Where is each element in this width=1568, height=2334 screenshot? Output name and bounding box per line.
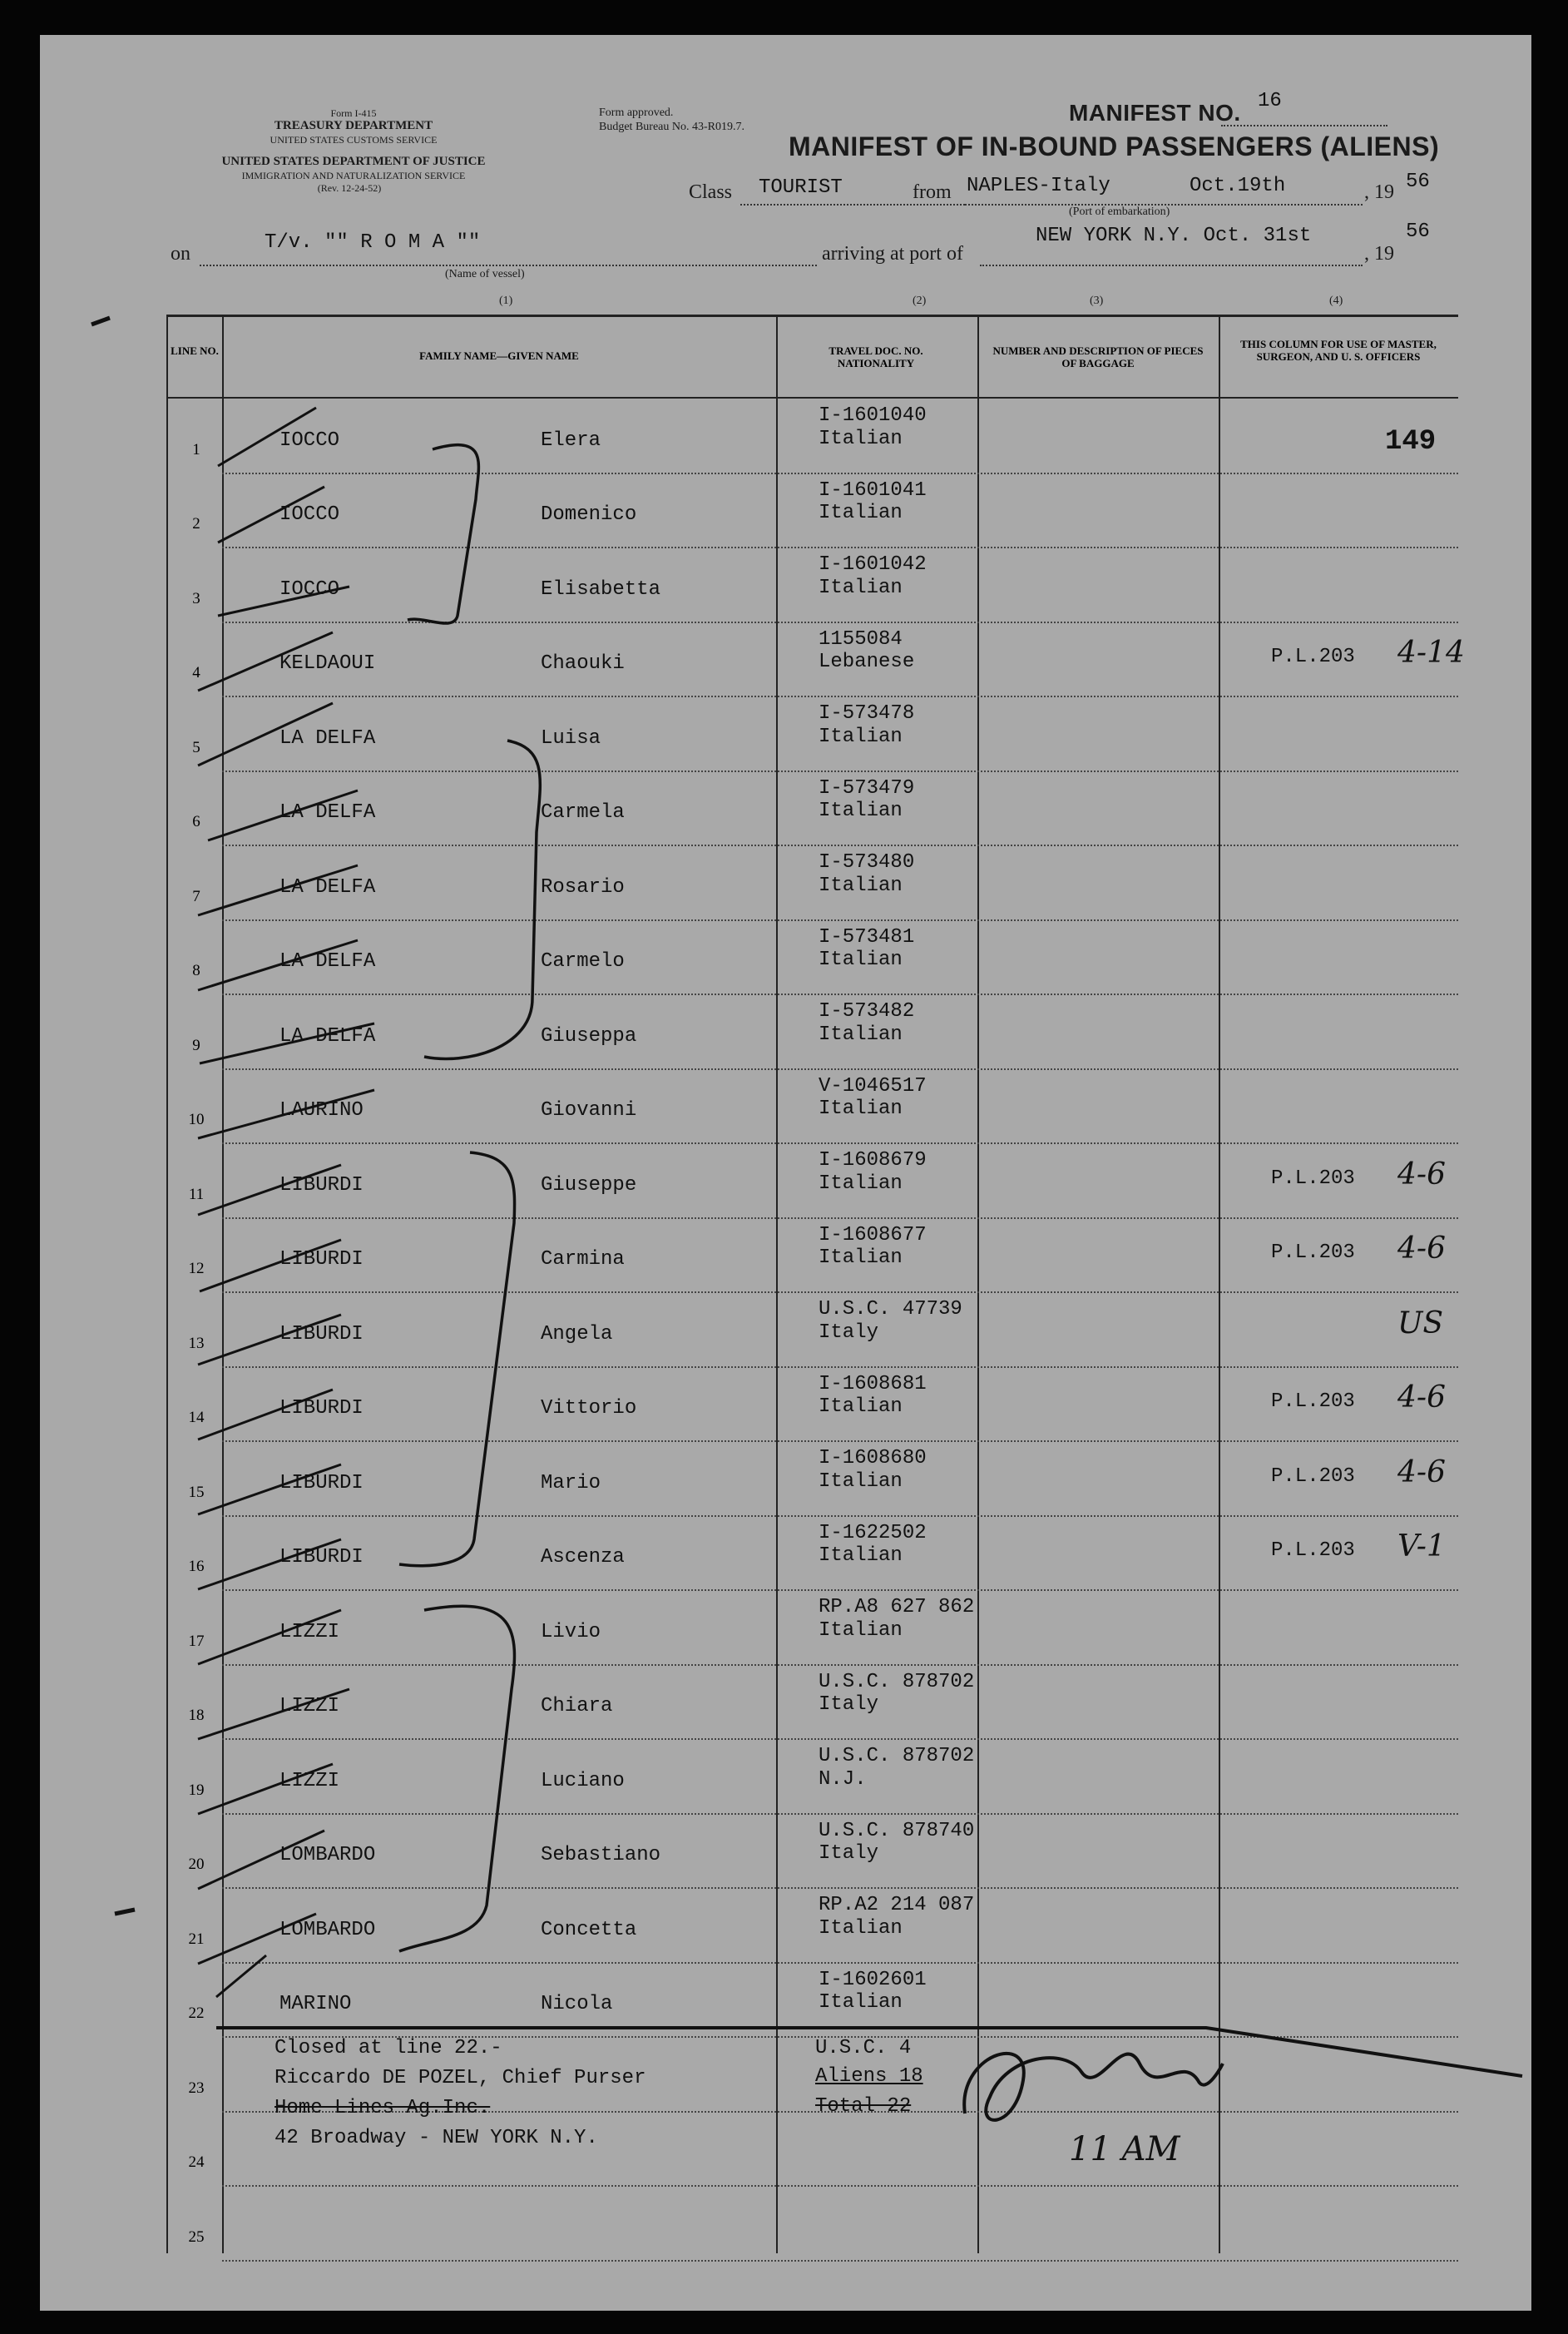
nationality: Italian <box>819 1395 903 1418</box>
margin-dash-top <box>92 318 110 325</box>
travel-doc-no: 1155084 <box>819 627 903 651</box>
travel-doc-no: I-1601042 <box>819 553 927 576</box>
nationality: Italian <box>819 1991 903 2014</box>
form-number: Form I-415 <box>330 107 377 119</box>
line-number: 19 <box>188 1781 205 1799</box>
line-number: 25 <box>188 2227 205 2246</box>
manifest-no-label: MANIFEST NO. <box>1069 100 1241 126</box>
officer-note: P.L.203 <box>1271 1167 1355 1190</box>
family-name: IOCCO <box>279 577 340 601</box>
travel-doc-no: I-573480 <box>819 851 915 874</box>
col-head-line: LINE NO. <box>171 344 219 357</box>
nationality: Italian <box>819 1246 903 1269</box>
given-name: Carmina <box>541 1248 625 1271</box>
travel-doc-no: I-1622502 <box>819 1521 927 1544</box>
family-name: KELDAOUI <box>279 652 376 675</box>
margin-dash-bottom <box>115 1910 135 1914</box>
class-label: Class <box>689 181 733 203</box>
travel-doc-no: I-573481 <box>819 925 915 949</box>
total-all: Total 22 <box>815 2095 912 2118</box>
nationality: Italian <box>819 1023 903 1046</box>
given-name: Rosario <box>541 875 625 899</box>
travel-doc-no: I-573482 <box>819 1000 915 1023</box>
nationality: Italian <box>819 427 903 450</box>
family-name: LA DELFA <box>279 950 376 973</box>
given-name: Livio <box>541 1620 601 1643</box>
nationality: Italian <box>819 949 903 971</box>
given-name: Elera <box>541 429 601 452</box>
officer-handwritten: US <box>1397 1306 1444 1340</box>
line-number: 8 <box>192 962 200 979</box>
travel-doc-no: I-1602601 <box>819 1968 927 1991</box>
family-name: LA DELFA <box>279 801 376 824</box>
given-name: Nicola <box>541 1993 613 2015</box>
signature-note: 11 AM <box>1069 2130 1180 2168</box>
travel-doc-no: I-1608681 <box>819 1372 927 1395</box>
line-number: 11 <box>188 1185 205 1203</box>
given-name: Sebastiano <box>541 1844 661 1866</box>
page-title: MANIFEST OF IN-BOUND PASSENGERS (ALIENS) <box>789 131 1440 161</box>
line-number: 7 <box>192 887 200 905</box>
family-name: LIBURDI <box>279 1397 364 1420</box>
nationality: Italian <box>819 725 903 748</box>
budget-bureau: Budget Bureau No. 43-R019.7. <box>599 121 744 133</box>
year-1: 56 <box>1406 171 1430 193</box>
port-embark-caption: (Port of embarkation) <box>1069 206 1170 218</box>
officer-handwritten: 4-6 <box>1397 1231 1446 1266</box>
customs-service: UNITED STATES CUSTOMS SERVICE <box>270 134 438 146</box>
closing-purser: Riccardo DE POZEL, Chief Purser <box>275 2067 646 2089</box>
line-number: 9 <box>192 1036 200 1054</box>
travel-doc-no: I-1608677 <box>819 1223 927 1246</box>
travel-doc-no: I-1608679 <box>819 1149 927 1172</box>
line-number: 3 <box>192 589 200 607</box>
nationality: Italy <box>819 1842 879 1865</box>
justice-dept: UNITED STATES DEPARTMENT OF JUSTICE <box>221 155 486 168</box>
line-number: 4 <box>192 664 200 681</box>
given-name: Giovanni <box>541 1099 637 1122</box>
family-name: LIBURDI <box>279 1322 364 1345</box>
line-number: 23 <box>188 2079 205 2097</box>
travel-doc-no: RP.A8 627 862 <box>819 1596 975 1618</box>
family-name: IOCCO <box>279 429 340 452</box>
line-number: 22 <box>188 2004 205 2022</box>
travel-doc-no: I-1608680 <box>819 1447 927 1469</box>
nationality: Italian <box>819 502 903 524</box>
family-name: LAURINO <box>279 1099 364 1122</box>
line-number: 12 <box>188 1260 205 1277</box>
officer-handwritten: 4-6 <box>1397 1454 1446 1489</box>
nationality: Italian <box>819 1618 903 1642</box>
travel-doc-no: RP.A2 214 087 <box>819 1894 975 1916</box>
total-aliens: Aliens 18 <box>815 2065 923 2088</box>
given-name: Elisabetta <box>541 577 661 601</box>
nationality: N.J. <box>819 1767 867 1791</box>
given-name: Angela <box>541 1322 613 1345</box>
travel-doc-no: I-573479 <box>819 776 915 800</box>
given-name: Luciano <box>541 1769 625 1792</box>
officer-note: P.L.203 <box>1271 1241 1355 1264</box>
family-name: IOCCO <box>279 503 340 526</box>
line-number: 17 <box>188 1632 205 1650</box>
family-name: LA DELFA <box>279 1024 376 1048</box>
nationality: Italy <box>819 1693 879 1716</box>
closing-rule <box>216 2028 1522 2076</box>
line-number: 24 <box>188 2153 205 2171</box>
arrival-port: NEW YORK N.Y. Oct. 31st <box>1036 225 1312 247</box>
revision: (Rev. 12-24-52) <box>317 182 382 194</box>
year-prefix-1: , 19 <box>1364 181 1394 203</box>
class-value: TOURIST <box>759 176 843 199</box>
travel-doc-no: U.S.C. 878702 <box>819 1670 975 1693</box>
col-head-travel: TRAVEL DOC. NO. NATIONALITY <box>829 344 923 369</box>
given-name: Giuseppa <box>541 1024 637 1048</box>
travel-doc-no: I-573478 <box>819 702 915 725</box>
travel-doc-no: U.S.C. 878740 <box>819 1819 975 1842</box>
given-name: Carmela <box>541 801 625 824</box>
nationality: Italian <box>819 1544 903 1567</box>
nationality: Italian <box>819 1172 903 1195</box>
from-date: Oct.19th <box>1190 175 1286 197</box>
family-name: LIZZI <box>279 1695 340 1717</box>
line-number: 5 <box>192 738 200 756</box>
col-num-3: (3) <box>1090 295 1104 307</box>
given-name: Domenico <box>541 503 637 526</box>
from-value: NAPLES-Italy <box>967 175 1110 197</box>
given-name: Concetta <box>541 1918 637 1941</box>
family-name: LIBURDI <box>279 1546 364 1568</box>
given-name: Luisa <box>541 726 601 750</box>
line-number: 6 <box>192 813 200 830</box>
given-name: Carmelo <box>541 950 625 973</box>
year-2: 56 <box>1406 221 1430 243</box>
officer-handwritten: V-1 <box>1397 1529 1446 1563</box>
family-name: LIBURDI <box>279 1471 364 1494</box>
col-head-baggage: NUMBER AND DESCRIPTION OF PIECES OF BAGGAGE <box>992 344 1204 369</box>
family-name: LIZZI <box>279 1620 340 1643</box>
nationality: Italian <box>819 874 903 897</box>
purser-signature <box>964 2054 1223 2120</box>
travel-doc-no: V-1046517 <box>819 1074 927 1098</box>
family-name: LA DELFA <box>279 726 376 750</box>
line-number: 21 <box>188 1930 205 1948</box>
nationality: Italian <box>819 1098 903 1120</box>
line-number: 13 <box>188 1334 205 1352</box>
year-prefix-2: , 19 <box>1364 243 1394 265</box>
family-name: LIBURDI <box>279 1173 364 1197</box>
on-label: on <box>171 243 190 265</box>
officer-handwritten: 4-6 <box>1397 1380 1446 1415</box>
from-label: from <box>913 181 952 203</box>
closing-address: 42 Broadway - NEW YORK N.Y. <box>275 2127 598 2149</box>
total-usc: U.S.C. 4 <box>815 2037 912 2059</box>
form-approved: Form approved. <box>599 107 674 119</box>
officer-note: P.L.203 <box>1271 1390 1355 1413</box>
col-head-officers: THIS COLUMN FOR USE OF MASTER, SURGEON, AND U. S. OFFICERS <box>1240 338 1437 363</box>
line-number: 16 <box>188 1558 205 1575</box>
ins-service: IMMIGRATION AND NATURALIZATION SERVICE <box>241 170 466 181</box>
nationality: Italian <box>819 1916 903 1940</box>
col-num-1: (1) <box>499 295 513 307</box>
arriving-label: arriving at port of <box>822 243 963 265</box>
nationality: Italian <box>819 576 903 599</box>
nationality: Italian <box>819 800 903 822</box>
line-number: 1 <box>192 440 200 458</box>
family-name: LOMBARDO <box>279 1844 376 1866</box>
family-name: LIZZI <box>279 1769 340 1792</box>
given-name: Ascenza <box>541 1546 625 1568</box>
col-num-2: (2) <box>913 295 927 307</box>
col-head-name: FAMILY NAME—GIVEN NAME <box>419 349 579 362</box>
col-num-4: (4) <box>1329 295 1343 307</box>
officer-handwritten: 4-6 <box>1397 1157 1446 1192</box>
given-name: Mario <box>541 1471 601 1494</box>
given-name: Vittorio <box>541 1397 637 1420</box>
officer-note: P.L.203 <box>1271 646 1355 668</box>
vessel-name: T/v. "" R O M A "" <box>265 231 481 254</box>
line-number: 2 <box>192 515 200 533</box>
nationality: Italy <box>819 1321 879 1344</box>
line-number: 15 <box>188 1483 205 1501</box>
line-number: 18 <box>188 1707 205 1724</box>
travel-doc-no: I-1601040 <box>819 404 927 427</box>
family-name: LIBURDI <box>279 1248 364 1271</box>
officer-handwritten: 4-14 <box>1397 636 1465 670</box>
nationality: Italian <box>819 1469 903 1493</box>
line-number: 14 <box>188 1409 205 1426</box>
officer-note: P.L.203 <box>1271 1464 1355 1488</box>
travel-doc-no: U.S.C. 878702 <box>819 1745 975 1767</box>
closing-lines: Home Lines Ag.Inc. <box>275 2097 491 2119</box>
treasury-dept: TREASURY DEPARTMENT <box>274 119 433 132</box>
line-number: 10 <box>188 1111 205 1128</box>
nationality: Lebanese <box>819 651 915 673</box>
family-name: LOMBARDO <box>279 1918 376 1941</box>
vessel-caption: (Name of vessel) <box>445 268 525 280</box>
check-ticks <box>198 408 374 1997</box>
given-name: Giuseppe <box>541 1173 637 1197</box>
manifest-no-value: 16 <box>1258 90 1282 112</box>
officer-note: P.L.203 <box>1271 1539 1355 1562</box>
closing-line: Closed at line 22.- <box>275 2037 502 2059</box>
travel-doc-no: I-1601041 <box>819 478 927 502</box>
family-name: MARINO <box>279 1993 352 2015</box>
given-name: Chiara <box>541 1695 613 1717</box>
given-name: Chaouki <box>541 652 625 675</box>
family-name: LA DELFA <box>279 875 376 899</box>
line-number: 20 <box>188 1856 205 1873</box>
page-number: 149 <box>1385 426 1437 458</box>
family-brackets <box>399 445 540 1951</box>
travel-doc-no: U.S.C. 47739 <box>819 1298 962 1321</box>
